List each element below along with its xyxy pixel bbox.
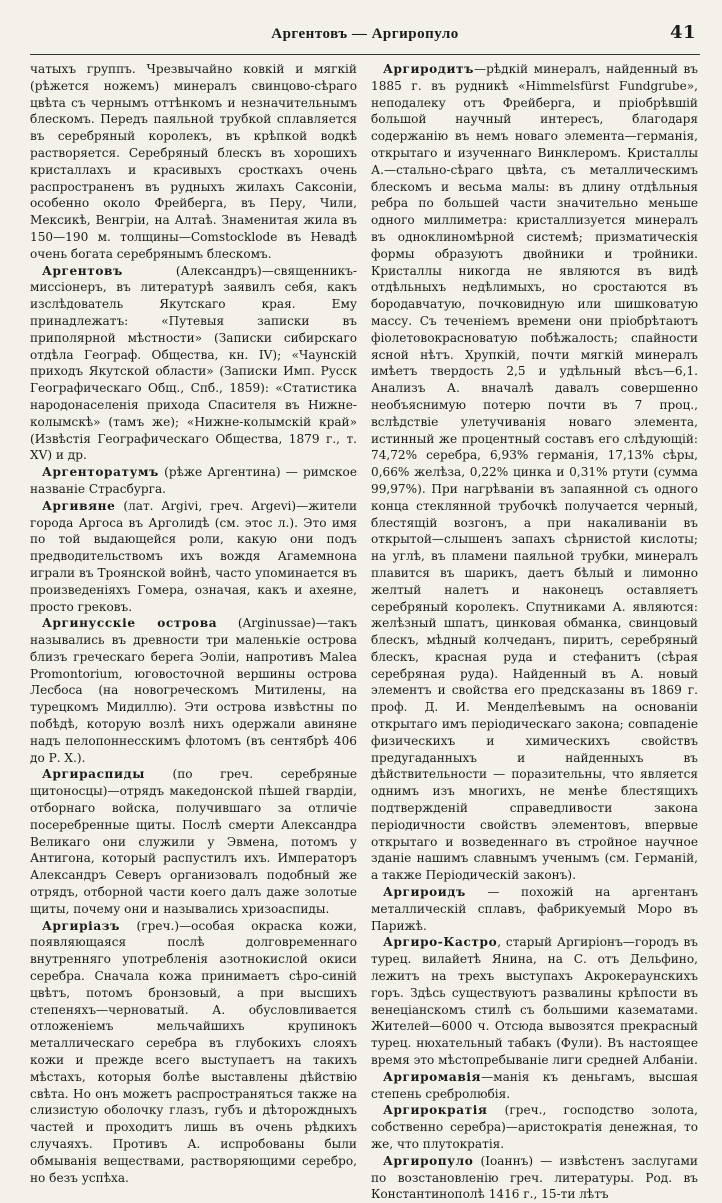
entry-text: —манія къ деньгамъ, высшая степень сребролюбія. xyxy=(371,1069,698,1101)
entry-text: (лат. Argivi, греч. Argevi)—жители города Аргоса въ Арголидѣ (см. этос л.). Это имя по той выдающейся роли, какую они подъ предводительствомъ ихъ вождя Агамемнона играли въ Троянской войнѣ, часто упоминается въ произведеніяхъ Гомера, означая, какъ и ахеяне, просто грековъ. xyxy=(30,498,357,614)
entry-text: чатыхъ группъ. Чрезвычайно ковкій и мягкій (рѣжется ножемъ) минералъ свинцово-сѣраго цвѣта съ чернымъ оттѣнкомъ и незначительнымъ блескомъ. Передъ паяльной трубкой сплавляется въ серебряный королекъ, въ крѣпкой водкѣ растворяется. Серебряный блескъ въ хорошихъ кристаллахъ и красивыхъ сросткахъ очень распространенъ въ рудныхъ жилахъ Саксоніи, особенно около Фрейберга, въ Перу, Чили, Мексикѣ, Венгріи, на Алтаѣ. Знаменитая жила въ 150—190 м. толщины—Comstocklode въ Невадѣ очень богата серебрянымъ блескомъ. xyxy=(30,62,357,261)
dictionary-entry xyxy=(371,1153,698,1203)
entry-text: (греч., господство золота, собственно серебра)—аристократія денежная, то же, что плутократія. xyxy=(371,1103,698,1151)
entry-text: (Arginussae)—такъ назывались въ древности три маленькіе острова близъ греческаго берега Эоліи, напротивъ Malea Promontorium, юговосточной вершины острова Лесбоса (на новогреческомъ Митилены, на турецкомъ Мидиллю). Эти острова извѣстны по побѣдѣ, которую возлѣ нихъ одержали авиняне надъ пелопоннесскимъ флотомъ (въ сентябрѣ 406 до Р. Х.). xyxy=(30,616,357,765)
running-title: Аргентовъ — Аргиропуло xyxy=(271,26,459,42)
entry-text: — похожій на аргентанъ металлическій сплавъ, фабрикуемый Моро въ Парижѣ. xyxy=(371,885,698,933)
dictionary-entry xyxy=(371,934,698,1068)
entry-headword: Аргиріазъ xyxy=(42,918,120,933)
right-column xyxy=(371,61,698,1203)
left-column xyxy=(30,61,357,1203)
dictionary-entry xyxy=(30,61,357,263)
entry-headword: Аргираспиды xyxy=(42,767,145,782)
entry-text: , старый Аргиріонъ—городъ въ турец. вилайетѣ Янина, на С. отъ Дельфино, лежитъ на трехъ выступахъ Акрокераунскихъ горъ. Здѣсь существуютъ развалины крѣпости въ венеціанскомъ стилѣ съ большими казематами. Жителей—6000 ч. Отсюда вывозятся прекрасный турец. нюхательный табакъ (Фули). Въ настоящее время это мѣстопребываніе лиги средней Албаніи. xyxy=(371,935,698,1068)
entry-headword: Аргиропуло xyxy=(383,1153,474,1168)
entry-headword: Аргентовъ xyxy=(42,263,123,278)
dictionary-entry xyxy=(30,498,357,616)
dictionary-entry xyxy=(30,263,357,465)
entry-headword: Аргиромавія xyxy=(383,1069,482,1084)
dictionary-entry xyxy=(371,61,698,884)
header-rule xyxy=(30,54,700,55)
entry-headword: Аргиро-Кастро xyxy=(383,935,498,950)
entry-headword: Аргирократія xyxy=(383,1103,488,1118)
entry-text: (греч.)—особая окраска кожи, появляющаяся послѣ долговременнаго внутренняго употребленія азотнокислой окиси серебра. Сначала кожа принимаетъ сѣро-синій цвѣтъ, потомъ бронзовый, а при высшихъ степеняхъ—черноватый. А. обусловливается отложеніемъ мельчайшихъ крупинокъ металлическаго серебра въ глубокихъ слояхъ кожи и прежде всего выступаетъ на такихъ мѣстахъ, которыя болѣе выставлены дѣйствію свѣта. Но онъ можетъ распространяться также на слизистую оболочку глазъ, губъ и дѣторождныхъ частей и проходитъ лишь въ очень рѣдкихъ случаяхъ. Противъ А. испробованы были обмыванія веществами, растворяющими серебро, но безъ успѣха. xyxy=(30,918,357,1185)
dictionary-entry xyxy=(30,615,357,766)
entry-text: (Александръ)—священникъ-миссіонеръ, въ литературѣ заявилъ себя, какъ изслѣдователь Якутскаго края. Ему принадлежатъ: «Путевыя записки въ приполярной мѣстности» (Записки сибирскаго отдѣла Географ. Общества, кн. IV); «Чаунскій приходъ Якутской области» (Записки Имп. Русск Географическаго Общ., Спб., 1859): «Статистика народонаселенія прихода Спасителя въ Нижне-колымскѣ» (тамъ же); «Нижне-колымскій край» (Извѣстія Географическаго Общества, 1879 г., т. XV) и др. xyxy=(30,263,357,463)
entry-text: (рѣже Аргентина) — римское названіе Страсбурга. xyxy=(30,465,357,496)
entry-text: (Іоаннъ) — извѣстенъ заслугами по возстановленію греч. литературы. Род. въ Константинополѣ 1416 г., 15-ти лѣтъ xyxy=(371,1153,698,1202)
entry-headword: Аргиродитъ xyxy=(383,62,475,76)
entry-headword: Аргенторатумъ xyxy=(42,465,159,480)
dictionary-entry xyxy=(371,1102,698,1152)
dictionary-entry xyxy=(371,884,698,934)
entry-headword: Аргивяне xyxy=(42,498,116,513)
entry-headword: Аргинусскіе острова xyxy=(42,616,218,631)
entry-text: —рѣдкій минералъ, найденный въ 1885 г. въ рудникѣ «Himmelsfürst Fundgrube», неподалеку отъ Фрейберга, и пріобрѣвшій большой научный интересъ, благодаря содержанію въ немъ новаго элемента—германія, открытаго и изученнаго Винклеромъ. Кристаллы А.—стально-сѣраго цвѣта, съ металлическимъ блескомъ и весьма малы: въ длину отдѣльныя ребра по большей части значительно меньше одного миллиметра: кристаллизуется минералъ въ одноклиномѣрной системѣ; призматическія формы образуютъ двойники и тройники. Кристаллы никогда не являются въ видѣ отдѣльныхъ недѣлимыхъ, но сростаются въ бородавчатую, почковидную или шишковатую массу. Съ теченіемъ времени они пріобрѣтаютъ фіолетовокрасноватую побѣжалость; спайности ясной нѣтъ. Хрупкій, почти мягкій минералъ имѣетъ твердость 2,5 и удѣльный вѣсъ—6,1. Анализъ А. вначалѣ давалъ совершенно необъяснимую потерю почти въ 7 проц., вслѣдствіе улетучиванія новаго элемента, истинный же процентный составъ его слѣдующій: 74,72% серебра, 6,93% германія, 17,13% сѣры, 0,66% желѣза, 0,22% цинка и 0,31% ртути (сумма 99,97%). При нагрѣваніи въ запаянной съ одного конца стеклянной трубочкѣ получается черный, блестящій возгонъ, а при накаливаніи въ открытой—слышенъ запахъ сѣрнистой кислоты; на углѣ, въ пламени паяльной трубки, минералъ плавится въ шарикъ, даетъ бѣлый и лимонно желтый налетъ и наконецъ оставляетъ серебряный королекъ. Спутниками А. являются: желѣзный шпатъ, цинковая обманка, свинцовый блескъ, мѣдный колчеданъ, пиритъ, серебряный блескъ, красная руда и стефанитъ (сѣрая серебряная руда). Найденный въ А. новый элементъ и свойства его предсказаны въ 1869 г. проф. Д. И. Менделѣевымъ на основаніи открытаго имъ періодическаго закона; совпаденіе физическихъ и химическихъ свойствъ предугаданныхъ и найденныхъ въ дѣйствительности — поразительны, что является однимъ изъ многихъ, не менѣе блестящихъ подтвержденій справедливости закона періодичности свойствъ элементовъ, впервые открытаго и возведеннаго въ стройное научное зданіе нашимъ славнымъ ученымъ (см. Германій, а также Періодическій законъ). xyxy=(371,62,698,883)
page-number: 41 xyxy=(669,22,696,43)
dictionary-entry xyxy=(30,766,357,917)
dictionary-entry xyxy=(30,918,357,1187)
running-header xyxy=(30,24,700,48)
entry-text: (по греч. серебряные щитоносцы)—отрядъ македонской пѣшей гвардіи, отборнаго войска, получившаго за отличіе посеребренные щиты. Послѣ смерти Александра Великаго они служили у Эвмена, потомъ у Антигона, который распустилъ ихъ. Императоръ Александръ Северъ организовалъ подобный же отрядъ, отборной части коего далъ даже золотые щиты, почему они и назывались хризоаспиды. xyxy=(30,767,357,916)
dictionary-entry xyxy=(371,1069,698,1103)
entry-headword: Аргироидъ xyxy=(383,885,466,900)
dictionary-entry xyxy=(30,464,357,498)
